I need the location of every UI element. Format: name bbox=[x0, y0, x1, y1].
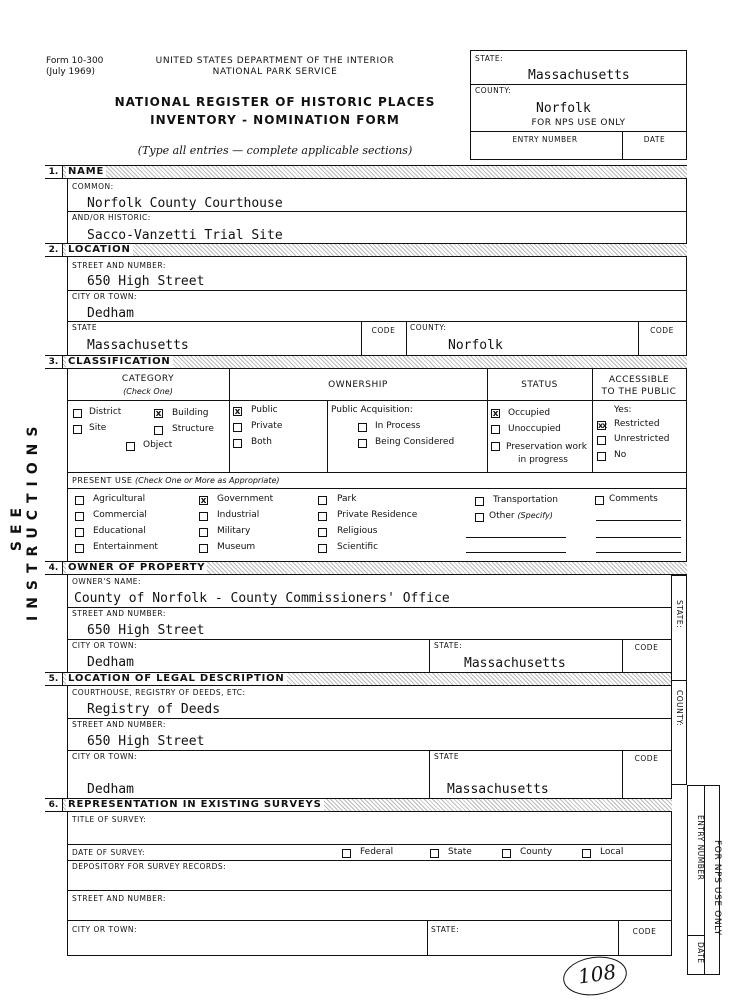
unoccupied-label: Unoccupied bbox=[508, 424, 561, 434]
other-label-hint: (Specify) bbox=[517, 511, 553, 520]
public-checkbox[interactable]: x bbox=[234, 407, 241, 417]
nps-county-label: COUNTY: bbox=[475, 86, 512, 95]
location-city-value: Dedham bbox=[87, 306, 134, 321]
private-label: Private bbox=[251, 421, 283, 431]
building-checkbox[interactable]: x bbox=[155, 409, 162, 419]
form-title-line2: INVENTORY - NOMINATION FORM bbox=[150, 113, 400, 127]
common-name-value: Norfolk County Courthouse bbox=[87, 196, 283, 211]
structure-label: Structure bbox=[172, 424, 214, 434]
park-checkbox[interactable] bbox=[318, 496, 327, 505]
unrestricted-label: Unrestricted bbox=[614, 434, 670, 444]
owner-street-label: STREET AND NUMBER: bbox=[72, 609, 166, 618]
owner-street-value: 650 High Street bbox=[87, 623, 205, 638]
district-label: District bbox=[89, 407, 122, 417]
park-label: Park bbox=[337, 494, 357, 504]
section5-number: 5. bbox=[45, 673, 63, 685]
courthouse-value: Registry of Deeds bbox=[87, 702, 221, 717]
owner-name-value: County of Norfolk - County Commissioners' Office bbox=[74, 591, 450, 606]
structure-checkbox[interactable] bbox=[154, 426, 163, 435]
location-city-label: CITY OR TOWN: bbox=[72, 292, 138, 301]
transportation-checkbox[interactable] bbox=[475, 497, 484, 506]
owner-state-label: STATE: bbox=[434, 641, 463, 650]
legal-code-label: CODE bbox=[634, 754, 659, 763]
right-county-label: COUNTY: bbox=[675, 690, 684, 727]
public-acquisition-label: Public Acquisition: bbox=[331, 405, 413, 415]
page-number: 108 bbox=[576, 959, 618, 989]
category-sub: (Check One) bbox=[123, 387, 173, 396]
survey-state-field-label: STATE: bbox=[431, 925, 460, 934]
site-label: Site bbox=[89, 423, 107, 433]
right-state-label: STATE: bbox=[675, 600, 684, 629]
survey-county-label: County bbox=[520, 847, 553, 857]
federal-checkbox[interactable] bbox=[342, 849, 351, 858]
military-label: Military bbox=[217, 526, 251, 536]
owner-city-value: Dedham bbox=[87, 655, 134, 670]
section4-number: 4. bbox=[45, 562, 63, 574]
section5-title: LOCATION OF LEGAL DESCRIPTION bbox=[68, 673, 285, 684]
survey-date-label: DATE OF SURVEY: bbox=[72, 848, 146, 857]
historic-name-value: Sacco-Vanzetti Trial Site bbox=[87, 228, 283, 243]
other-checkbox[interactable] bbox=[475, 513, 484, 522]
survey-city-label: CITY OR TOWN: bbox=[72, 925, 138, 934]
category-header: CATEGORY bbox=[121, 374, 175, 384]
depository-label: DEPOSITORY FOR SURVEY RECORDS: bbox=[72, 862, 227, 871]
object-label: Object bbox=[143, 440, 173, 450]
section6-title: REPRESENTATION IN EXISTING SURVEYS bbox=[68, 799, 322, 810]
owner-name-label: OWNER'S NAME: bbox=[72, 577, 142, 586]
both-label: Both bbox=[251, 437, 272, 447]
government-checkbox[interactable]: x bbox=[200, 496, 207, 506]
local-checkbox[interactable] bbox=[582, 849, 591, 858]
being-considered-label: Being Considered bbox=[375, 437, 455, 447]
survey-state-label: State bbox=[448, 847, 472, 857]
form-instructions: (Type all entries — complete applicable sections) bbox=[137, 144, 413, 157]
agricultural-checkbox[interactable] bbox=[75, 496, 84, 505]
government-label: Government bbox=[217, 494, 274, 504]
present-use-title: PRESENT USE bbox=[72, 476, 133, 485]
object-checkbox[interactable] bbox=[126, 442, 135, 451]
status-header: STATUS bbox=[521, 380, 558, 390]
historic-label: AND/OR HISTORIC: bbox=[72, 213, 151, 222]
legal-street-value: 650 High Street bbox=[87, 734, 205, 749]
service-name: NATIONAL PARK SERVICE bbox=[212, 67, 338, 77]
private-residence-checkbox[interactable] bbox=[318, 512, 327, 521]
other-label bbox=[489, 511, 553, 521]
nps-use-only: FOR NPS USE ONLY bbox=[531, 118, 626, 128]
religious-label: Religious bbox=[337, 526, 378, 536]
survey-code-label: CODE bbox=[632, 927, 657, 936]
nps-date-label: DATE bbox=[643, 135, 666, 144]
educational-checkbox[interactable] bbox=[75, 528, 84, 537]
comments-label: Comments bbox=[609, 494, 658, 504]
location-street-label: STREET AND NUMBER: bbox=[72, 261, 166, 270]
department-name: UNITED STATES DEPARTMENT OF THE INTERIOR bbox=[155, 56, 395, 66]
commercial-label: Commercial bbox=[93, 510, 147, 520]
commercial-checkbox[interactable] bbox=[75, 512, 84, 521]
section3-bar bbox=[45, 355, 687, 369]
common-label: COMMON: bbox=[72, 182, 114, 191]
form-title-line1: NATIONAL REGISTER OF HISTORIC PLACES bbox=[114, 95, 436, 109]
entertainment-checkbox[interactable] bbox=[75, 544, 84, 553]
accessible-header-line1: ACCESSIBLE bbox=[608, 375, 670, 385]
both-checkbox[interactable] bbox=[233, 439, 242, 448]
site-checkbox[interactable] bbox=[73, 425, 82, 434]
owner-city-label: CITY OR TOWN: bbox=[72, 641, 138, 650]
location-county-value: Norfolk bbox=[448, 338, 503, 353]
private-residence-label: Private Residence bbox=[337, 510, 418, 520]
federal-label: Federal bbox=[360, 847, 394, 857]
religious-checkbox[interactable] bbox=[318, 528, 327, 537]
section2-bar bbox=[45, 243, 687, 257]
section1-bar bbox=[45, 165, 687, 179]
building-label: Building bbox=[172, 408, 209, 418]
right-nps-use-only: FOR NPS USE ONLY bbox=[712, 840, 722, 936]
accessible-yes-label: Yes: bbox=[614, 405, 632, 415]
private-checkbox[interactable] bbox=[233, 423, 242, 432]
accessible-header bbox=[592, 374, 686, 398]
educational-label: Educational bbox=[93, 526, 146, 536]
present-use-label bbox=[72, 476, 280, 485]
being-considered-checkbox[interactable] bbox=[358, 439, 367, 448]
occupied-checkbox[interactable]: x bbox=[492, 409, 499, 419]
nps-county-value: Norfolk bbox=[536, 101, 591, 116]
nps-state-label: STATE: bbox=[475, 54, 504, 63]
location-county-label: COUNTY: bbox=[410, 323, 447, 332]
accessible-header-line2: TO THE PUBLIC bbox=[601, 387, 677, 397]
location-street-value: 650 High Street bbox=[87, 274, 205, 289]
unrestricted-checkbox[interactable] bbox=[597, 436, 606, 445]
restricted-label: Restricted bbox=[614, 419, 660, 429]
section3-number: 3. bbox=[45, 356, 63, 368]
right-entry-number-label: ENTRY NUMBER bbox=[696, 815, 705, 881]
section1-title: NAME bbox=[68, 166, 105, 177]
no-label: No bbox=[614, 450, 627, 460]
scientific-checkbox[interactable] bbox=[318, 544, 327, 553]
location-code2-label: CODE bbox=[650, 326, 674, 335]
section4-bar bbox=[45, 561, 687, 575]
preservation-label bbox=[506, 441, 587, 467]
other-label-text: Other bbox=[489, 511, 515, 521]
location-state-value: Massachusetts bbox=[87, 338, 189, 353]
agricultural-label: Agricultural bbox=[93, 494, 146, 504]
section5-bar bbox=[45, 672, 672, 686]
industrial-label: Industrial bbox=[217, 510, 260, 520]
see-instructions-side: SEE INSTRUCTIONS bbox=[9, 419, 41, 621]
museum-label: Museum bbox=[217, 542, 256, 552]
occupied-label: Occupied bbox=[508, 408, 551, 418]
section6-number: 6. bbox=[45, 799, 63, 811]
section3-title: CLASSIFICATION bbox=[68, 356, 171, 367]
survey-state-checkbox[interactable] bbox=[430, 849, 439, 858]
legal-city-label: CITY OR TOWN: bbox=[72, 752, 138, 761]
survey-county-checkbox[interactable] bbox=[502, 849, 511, 858]
unoccupied-checkbox[interactable] bbox=[491, 425, 500, 434]
courthouse-label: COURTHOUSE, REGISTRY OF DEEDS, ETC: bbox=[72, 688, 246, 697]
right-date-label: DATE bbox=[696, 942, 705, 964]
museum-checkbox[interactable] bbox=[199, 544, 208, 553]
local-label: Local bbox=[600, 847, 624, 857]
survey-street-label: STREET AND NUMBER: bbox=[72, 894, 166, 903]
ownership-header: OWNERSHIP bbox=[328, 380, 388, 390]
legal-state-label: STATE bbox=[434, 752, 460, 761]
comments-checkbox[interactable] bbox=[595, 496, 604, 505]
location-state-label: STATE bbox=[72, 323, 98, 332]
survey-title-label: TITLE OF SURVEY: bbox=[72, 815, 147, 824]
legal-state-value: Massachusetts bbox=[447, 782, 549, 797]
owner-state-value: Massachusetts bbox=[464, 656, 566, 671]
entertainment-label: Entertainment bbox=[93, 542, 158, 552]
location-code-label: CODE bbox=[371, 326, 396, 335]
form-date: (July 1969) bbox=[46, 67, 95, 77]
district-checkbox[interactable] bbox=[73, 409, 82, 418]
nps-state-value: Massachusetts bbox=[528, 68, 630, 83]
public-label: Public bbox=[251, 405, 278, 415]
owner-code-label: CODE bbox=[634, 643, 659, 652]
no-checkbox[interactable] bbox=[597, 452, 606, 461]
in-process-label: In Process bbox=[375, 421, 421, 431]
present-use-hint: (Check One or More as Appropriate) bbox=[135, 476, 280, 485]
section2-number: 2. bbox=[45, 244, 63, 256]
nps-entry-number-label: ENTRY NUMBER bbox=[512, 135, 578, 144]
restricted-checkbox[interactable]: xx bbox=[598, 421, 607, 430]
scientific-label: Scientific bbox=[337, 542, 379, 552]
form-number: Form 10-300 bbox=[46, 56, 104, 66]
section6-bar bbox=[45, 798, 672, 812]
legal-street-label: STREET AND NUMBER: bbox=[72, 720, 166, 729]
military-checkbox[interactable] bbox=[199, 528, 208, 537]
section2-title: LOCATION bbox=[68, 244, 131, 255]
preservation-checkbox[interactable] bbox=[491, 442, 500, 451]
preservation-label-line2: in progress bbox=[518, 455, 568, 465]
section4-title: OWNER OF PROPERTY bbox=[68, 562, 206, 573]
transportation-label: Transportation bbox=[493, 495, 558, 505]
legal-city-value: Dedham bbox=[87, 782, 134, 797]
industrial-checkbox[interactable] bbox=[199, 512, 208, 521]
in-process-checkbox[interactable] bbox=[358, 423, 367, 432]
preservation-label-line1: Preservation work bbox=[506, 442, 587, 452]
section1-number: 1. bbox=[45, 166, 63, 178]
